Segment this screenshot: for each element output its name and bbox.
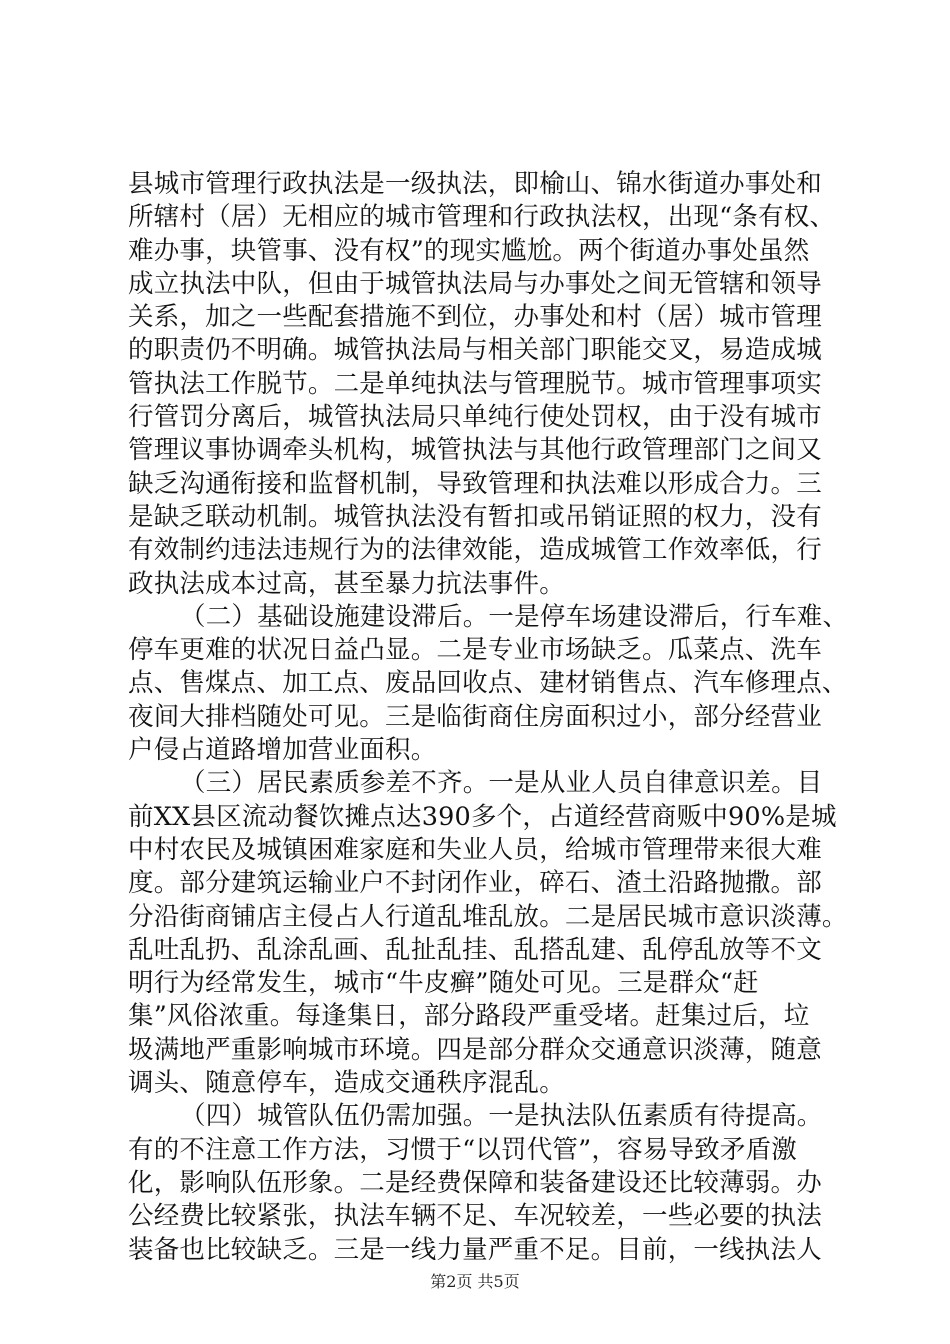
text-line: 明行为经常发生，城市“牛皮癣”随处可见。三是群众“赶 (128, 968, 759, 999)
text-line: 集”风俗浓重。每逢集日，部分路段严重受堵。赶集过后，垃 (128, 1001, 810, 1032)
text-line: 有的不注意工作方法，习惯于“以罚代管”，容易导致矛盾激 (128, 1134, 797, 1165)
text-line: 乱吐乱扔、乱涂乱画、乱扯乱挂、乱搭乱建、乱停乱放等不文 (128, 934, 822, 965)
text-line: 化，影响队伍形象。二是经费保障和装备建设还比较薄弱。办 (128, 1167, 822, 1198)
text-line: 的职责仍不明确。城管执法局与相关部门职能交叉，易造成城 (128, 335, 822, 366)
text-line: （二）基础设施建设滞后。一是停车场建设滞后，行车难、 (180, 601, 849, 632)
text-line: 行管罚分离后，城管执法局只单纯行使处罚权，由于没有城市 (128, 402, 822, 433)
text-line: 政执法成本过高，甚至暴力抗法事件。 (128, 568, 565, 599)
text-line: 中村农民及城镇困难家庭和失业人员，给城市管理带来很大难 (128, 834, 822, 865)
text-line: 分沿街商铺店主侵占人行道乱堆乱放。二是居民城市意识淡薄。 (128, 901, 848, 932)
text-line: （三）居民素质参差不齐。一是从业人员自律意识差。目 (180, 768, 823, 799)
text-line: 管理议事协调牵头机构，城管执法与其他行政管理部门之间又 (128, 435, 822, 466)
text-line: 关系，加之一些配套措施不到位，办事处和村（居）城市管理 (128, 302, 822, 333)
text-line: 缺乏沟通衔接和监督机制，导致管理和执法难以形成合力。三 (128, 468, 822, 499)
text-line: 有效制约违法违规行为的法律效能，造成城管工作效率低，行 (128, 535, 822, 566)
text-line: 成立执法中队，但由于城管执法局与办事处之间无管辖和领导 (128, 268, 822, 299)
page-footer: 第2页 共5页 (430, 1272, 520, 1291)
text-line: 是缺乏联动机制。城管执法没有暂扣或吊销证照的权力，没有 (128, 501, 822, 532)
text-line: 所辖村（居）无相应的城市管理和行政执法权，出现“条有权、 (128, 202, 836, 233)
text-line: 前XX县区流动餐饮摊点达390多个，占道经营商贩中90%是城 (128, 801, 837, 832)
text-line: （四）城管队伍仍需加强。一是执法队伍素质有待提高。 (180, 1101, 823, 1132)
text-line: 公经费比较紧张，执法车辆不足、车况较差，一些必要的执法 (128, 1201, 822, 1232)
text-line: 调头、随意停车，造成交通秩序混乱。 (128, 1068, 565, 1099)
text-line: 圾满地严重影响城市环境。四是部分群众交通意识淡薄，随意 (128, 1034, 822, 1065)
text-line: 装备也比较缺乏。三是一线力量严重不足。目前，一线执法人 (128, 1234, 822, 1265)
text-line: 难办事，块管事、没有权”的现实尴尬。两个街道办事处虽然 (128, 235, 810, 266)
text-line: 县城市管理行政执法是一级执法，即榆山、锦水街道办事处和 (128, 169, 822, 199)
text-line: 度。部分建筑运输业户不封闭作业，碎石、渣土沿路抛撒。部 (128, 868, 822, 899)
text-line: 点、售煤点、加工点、废品回收点、建材销售点、汽车修理点、 (128, 668, 848, 699)
body-text (128, 168, 849, 1267)
text-line: 户侵占道路增加营业面积。 (128, 735, 437, 766)
text-line: 夜间大排档随处可见。三是临街商住房面积过小，部分经营业 (128, 701, 822, 732)
text-line: 管执法工作脱节。二是单纯执法与管理脱节。城市管理事项实 (128, 368, 822, 399)
text-line: 停车更难的状况日益凸显。二是专业市场缺乏。瓜菜点、洗车 (128, 635, 822, 666)
